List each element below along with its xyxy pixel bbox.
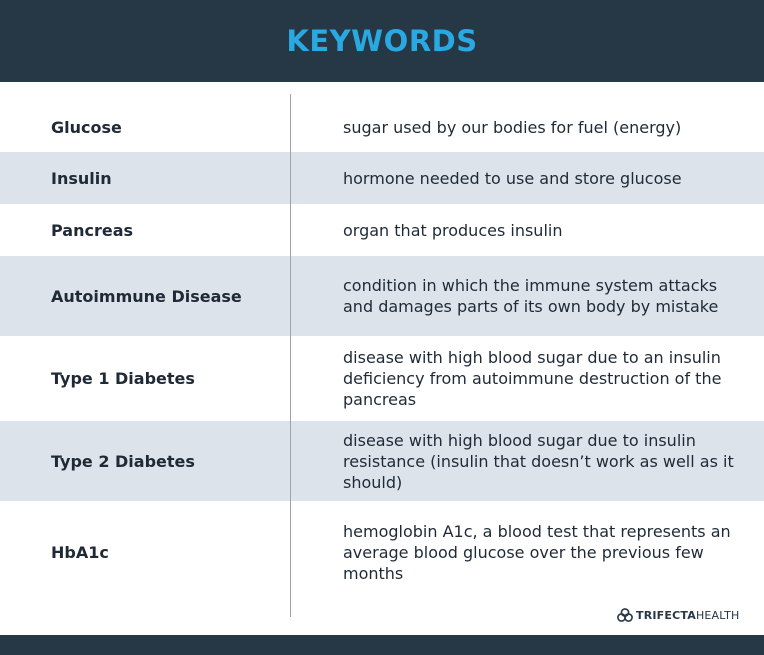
- definition-cell: hormone needed to use and store glucose: [343, 168, 682, 188]
- logo-wordmark: [636, 609, 740, 622]
- term-cell: Insulin: [51, 168, 112, 188]
- table-row: [0, 152, 764, 204]
- trifecta-logo-icon: [617, 608, 633, 622]
- term-cell: Pancreas: [51, 220, 134, 240]
- term-cell: HbA1c: [51, 542, 109, 562]
- table-row: [0, 204, 764, 256]
- table-row: [0, 336, 764, 421]
- definition-cell: sugar used by our bodies for fuel (energy): [343, 117, 682, 137]
- term-cell: Type 1 Diabetes: [51, 369, 195, 388]
- page-title: KEYWORDS: [286, 24, 478, 58]
- table-row: [0, 421, 764, 501]
- definition-cell: condition in which the immune system attacks and damages parts of its own body by mistake: [343, 276, 719, 316]
- definition-cell: disease with high blood sugar due to insulin resistance (insulin that doesn’t work as well as it should): [343, 430, 734, 492]
- header-banner: [0, 0, 764, 82]
- keywords-table: [0, 102, 764, 603]
- table-row: [0, 501, 764, 603]
- brand-logo: [617, 607, 740, 623]
- table-row: [0, 256, 764, 336]
- footer-bar: [0, 635, 764, 655]
- logo-suffix: HEALTH: [695, 608, 740, 622]
- definition-cell: disease with high blood sugar due to an insulin deficiency from autoimmune destruction of the pancreas: [343, 348, 722, 409]
- table-row: [0, 102, 764, 152]
- term-cell: Autoimmune Disease: [51, 286, 242, 306]
- logo-brand: TRIFECTA: [636, 608, 696, 622]
- definition-cell: organ that produces insulin: [343, 220, 563, 240]
- term-cell: Glucose: [51, 117, 122, 137]
- term-cell: Type 2 Diabetes: [51, 451, 195, 471]
- column-divider: [290, 94, 291, 617]
- definition-cell: hemoglobin A1c, a blood test that represents an average blood glucose over the previous few months: [343, 521, 731, 583]
